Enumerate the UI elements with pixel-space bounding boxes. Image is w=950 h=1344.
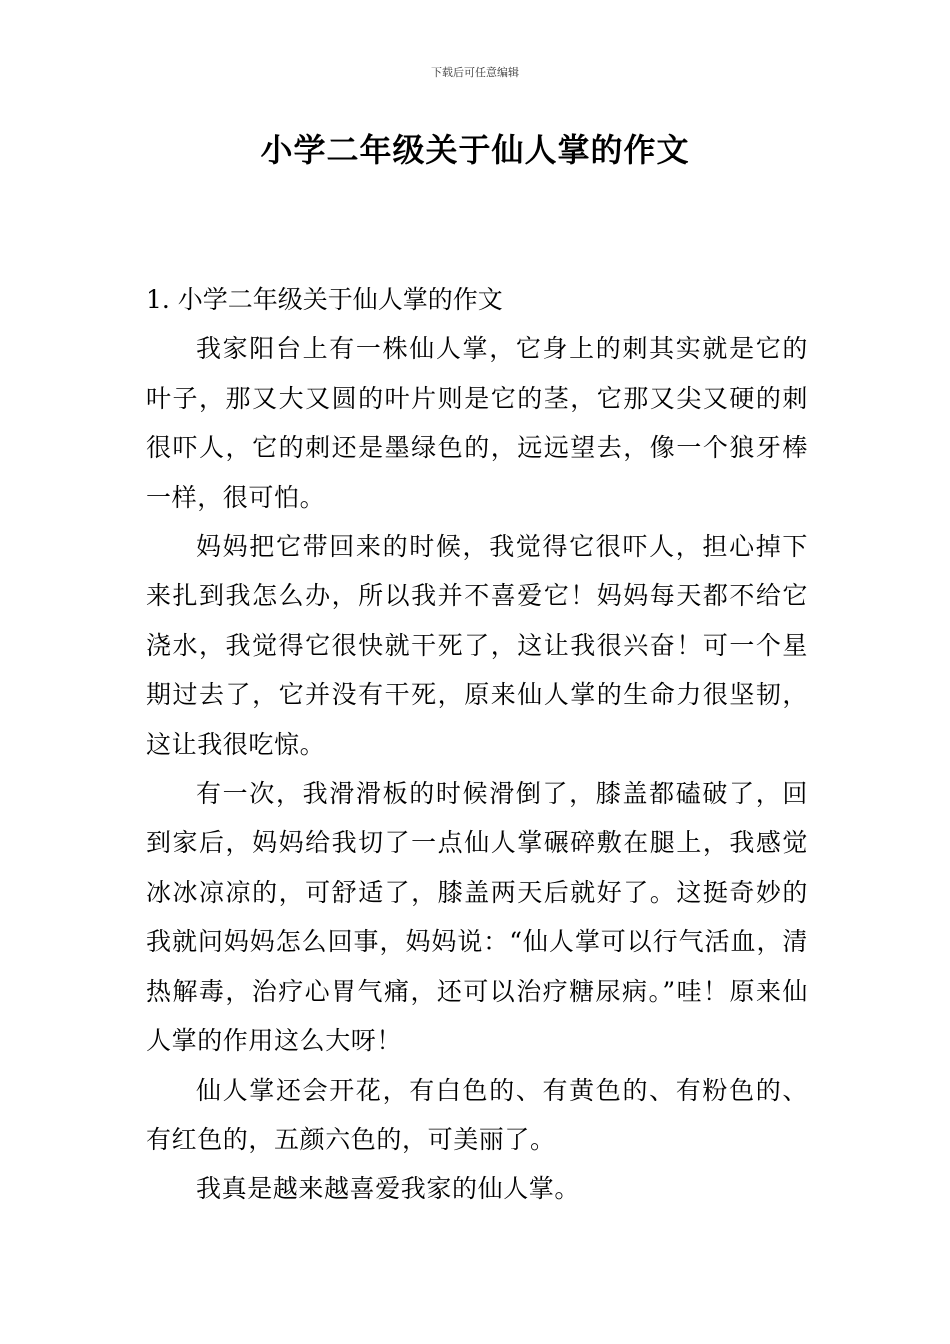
document-body bbox=[146, 275, 808, 1214]
paragraph-1: 我家阳台上有一株仙人掌，它身上的刺其实就是它的叶子，那又大又圆的叶片则是它的茎，它那又尖又硬的刺很吓人，它的刺还是墨绿色的，远远望去，像一个狼牙棒一样，很可怕。 bbox=[146, 334, 808, 512]
page-header-note: 下载后可任意编辑 bbox=[431, 66, 519, 79]
document-title: 小学二年级关于仙人掌的作文 bbox=[260, 131, 690, 169]
paragraph-2: 妈妈把它带回来的时候，我觉得它很吓人，担心掉下来扎到我怎么办，所以我并不喜爱它！妈妈每天都不给它浇水，我觉得它很快就干死了，这让我很兴奋！可一个星期过去了，它并没有干死，原来仙人掌的生命力很坚韧，这让我很吃惊。 bbox=[146, 532, 808, 759]
paragraph-5: 我真是越来越喜爱我家的仙人掌。 bbox=[196, 1174, 581, 1204]
paragraph-4: 仙人掌还会开花，有白色的、有黄色的、有粉色的、有红色的，五颜六色的，可美丽了。 bbox=[146, 1075, 808, 1154]
section-heading: 1. 小学二年级关于仙人掌的作文 bbox=[146, 285, 503, 314]
paragraph-3: 有一次，我滑滑板的时候滑倒了，膝盖都磕破了，回到家后，妈妈给我切了一点仙人掌碾碎敷在腿上，我感觉冰冰凉凉的，可舒适了，膝盖两天后就好了。这挺奇妙的我就问妈妈怎么回事，妈妈说：“仙人掌可以行气活血，清热解毒，治疗心胃气痛，还可以治疗糖尿病。”哇！原来仙人掌的作用这么大呀！ bbox=[146, 779, 808, 1056]
